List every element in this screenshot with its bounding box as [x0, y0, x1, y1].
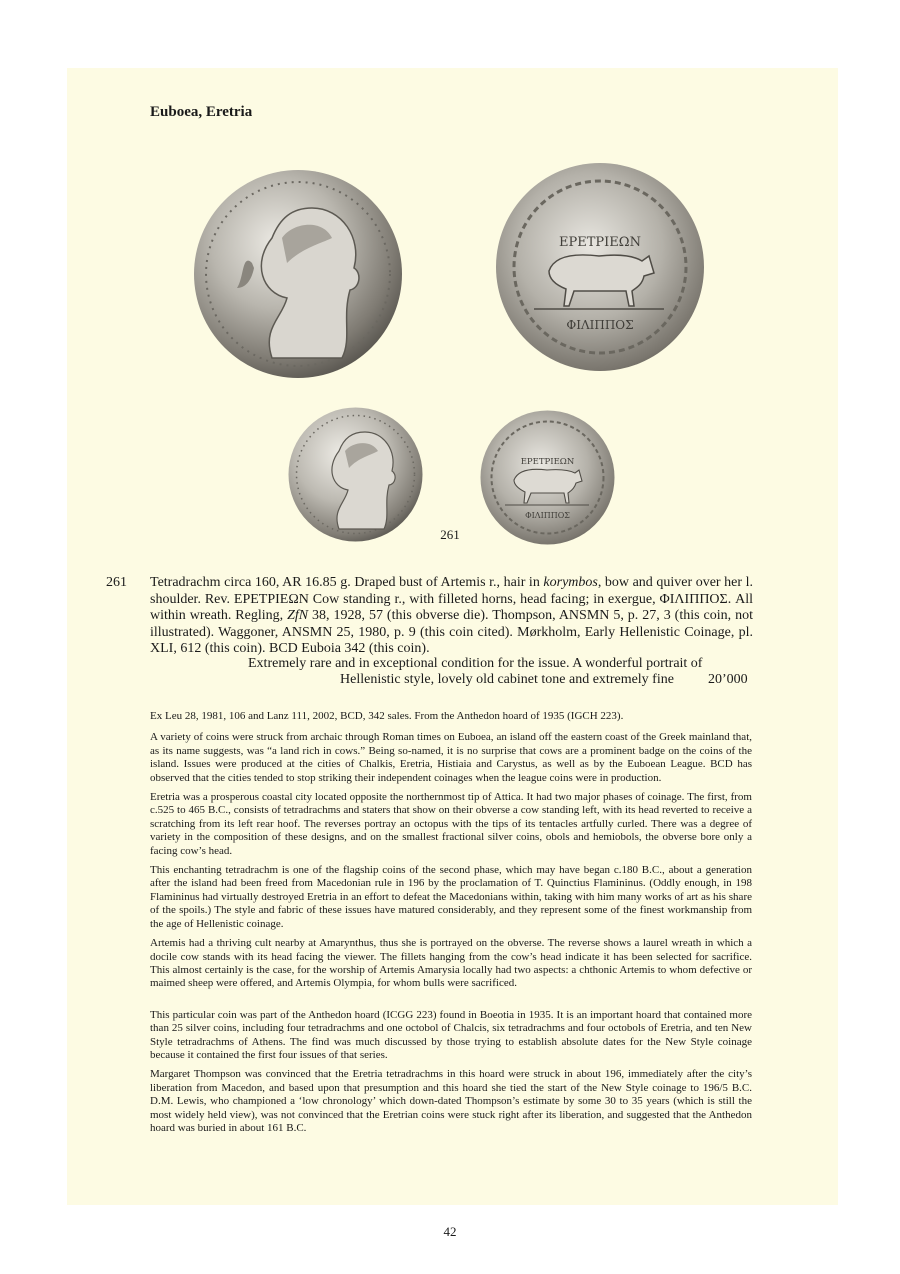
reverse-legend-bottom-small: ΦΙΛΙΠΠΟΣ	[525, 511, 570, 520]
coin-reverse-large-image	[494, 161, 706, 373]
provenance-paragraph: Ex Leu 28, 1981, 106 and Lanz 111, 2002, BCD, 342 sales. From the Anthedon hoard of 1935 (IGCH 223).	[150, 710, 624, 722]
lot-desc-part-1: Tetradrachm circa 160, AR 16.85 g. Draped bust of Artemis r., hair in	[150, 575, 544, 590]
section-heading: Euboea, Eretria	[150, 104, 253, 120]
lot-notes	[150, 710, 752, 1141]
notes-paragraph-4: Artemis had a thriving cult nearby at Amarynthus, thus she is portrayed on the obverse. The reverse shows a laurel wreath in which a docile cow stands with its head facing the viewer. The fillets hanging from the cow’s head indicate it has been selected for sacrifice. This almost certainly is the case, for the worship of Artemis Amarysia locally had two aspects: a chthonic Artemis to whom defective or maimed sheep were offered, and Artemis Olympia, for whom bulls were sacrificed.	[150, 937, 752, 990]
plate-number: 261	[440, 527, 460, 542]
coin-obverse-large-image	[192, 168, 404, 380]
coin-reverse-small-image	[479, 409, 616, 546]
notes-paragraph-5: This particular coin was part of the Anthedon hoard (ICGG 223) found in Boeotia in 1935. It is an important hoard that contained more than 25 silver coins, including four tetradrachms and one octobol of Chalcis, six tetradrachms and four octobols of Eretria, and ten New Style tetradrachms of Athens. The find was much discussed by those trying to establish absolute dates for the New Style coinage because it contained the first four issues of that series.	[150, 1008, 752, 1061]
lot-desc-part-3: 38, 1928, 57 (this obverse die). Thompson, ANSMN 5, p. 27, 3 (this coin, not illustrated). Waggoner, ANSMN 25, 1980, p. 9 (this coin cited). Mørkholm, Early Hellenistic Coinage, pl. XLI, 612 (this coin). BCD Euboia 342 (this coin).	[150, 608, 753, 656]
lot-estimate: 20’000	[708, 672, 748, 687]
lot-desc-part-2: , bow and quiver over her l. shoulder. Rev. ΕΡΕΤΡΙΕΩΝ Cow standing r., with filleted horns, head facing; in exergue, ΦΙΛΙΠΠΟΣ. All within wreath. Regling,	[150, 575, 753, 623]
lot-desc-italic-2: ZfN	[287, 608, 309, 623]
lot-condition-line-1: Extremely rare and in exceptional condition for the issue. A wonderful portrait of	[248, 656, 703, 671]
lot-desc-italic-1: korymbos	[543, 575, 598, 590]
lot-number: 261	[106, 575, 127, 590]
lot-description	[150, 575, 753, 658]
lot-condition-line-2: Hellenistic style, lovely old cabinet tone and extremely fine	[340, 672, 674, 687]
reverse-legend-bottom-large: ΦΙΛΙΠΠΟΣ	[566, 318, 634, 332]
reverse-legend-top-large: ΕΡΕΤΡΙΕΩΝ	[559, 235, 641, 250]
page-number: 42	[443, 1224, 457, 1239]
reverse-legend-top-small: ΕΡΕΤΡΙΕΩΝ	[520, 457, 575, 467]
notes-paragraph-6: Margaret Thompson was convinced that the Eretria tetradrachms in this hoard were struck in about 196, immediately after the city’s liberation from Macedon, and based upon that presumption and this hoard she tied the start of the New Style coinage to 196/5 B.C. D.M. Lewis, who championed a ‘low chronology’ which down-dated Thompson’s estimate by some 30 to 35 years (which is still the most widely held view), was not convinced that the Eretrian coins were stuck right after its liberation, and suggested that the Anthedon hoard was buried in about 161 B.C.	[150, 1068, 752, 1134]
coin-obverse-small-image	[287, 406, 424, 543]
notes-paragraph-3: This enchanting tetradrachm is one of the flagship coins of the second phase, which may have began c.180 B.C., about a generation after the island had been freed from Macedonian rule in 196 by the proclamation of T. Quinctius Flamininus. (Oddly enough, in 198 Flamininus had virtually destroyed Eretria in an effort to defeat the Macedonians within, taking with him many works of art as his share of the spoils.) The style and fabric of these issues have matured considerably, and they represent some of the finest workmanship from the age of Hellenistic coinage.	[150, 864, 752, 930]
notes-paragraph-1: A variety of coins were struck from archaic through Roman times on Euboea, an island off the eastern coast of the Greek mainland that, as its name suggests, was “a land rich in cows.” Being so-named, it is no surprise that cows are a prominent badge on the coins of the island. Issues were produced at the cities of Chalkis, Eretria, Histiaia and Carystus, as well as by the Euboean League. BCD has observed that the cities tended to stop striking their independent coinages when the league coins were in production.	[150, 731, 752, 784]
notes-paragraph-2: Eretria was a prosperous coastal city located opposite the northernmost tip of Attica. It had two major phases of coinage. The first, from c.525 to 465 B.C., consists of tetradrachms and staters that show on their obverse a cow standing left, with its head reverted to receive a scratching from its left rear hoof. The reverses portray an octopus with the tips of its tentacles artfully curled. There was a degree of variety in the composition of these designs, and on the smallest fractional silver coins, obols and hemiobols, the obverse bore only a facing cow’s head.	[150, 791, 752, 857]
